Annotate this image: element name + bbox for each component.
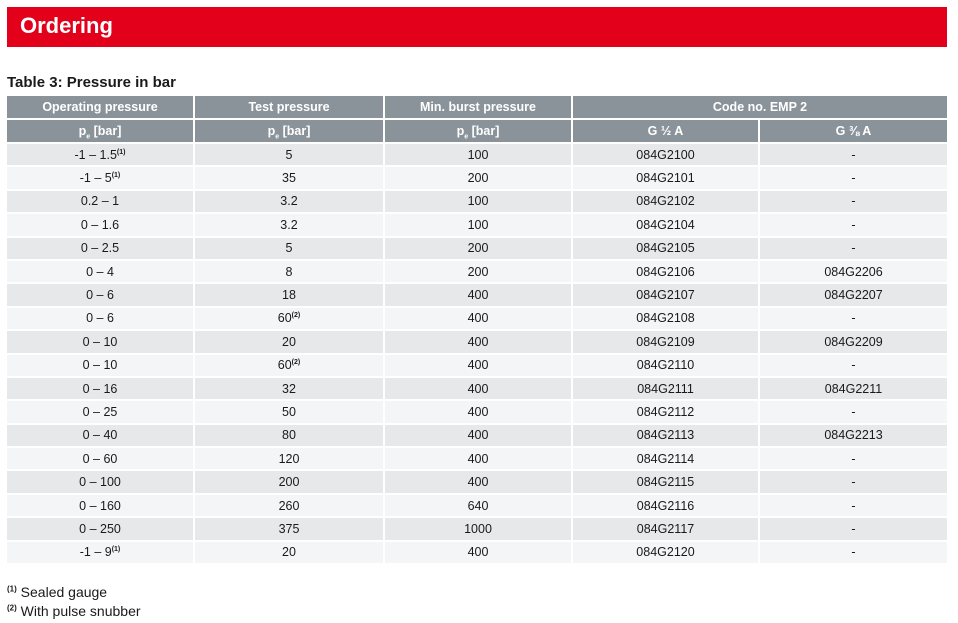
test-pressure-cell-value: 20	[282, 334, 296, 349]
test-pressure-cell	[194, 330, 384, 353]
code-g-three-eighths-cell	[759, 354, 947, 377]
code-g-three-eighths-cell-value: -	[851, 451, 856, 466]
header-g-three-eighths-a: G ⅜ A	[759, 119, 947, 143]
section-title: Ordering	[20, 13, 113, 38]
code-g-half-cell	[572, 447, 759, 470]
operating-pressure-cell-value: 0.2 – 1	[80, 194, 120, 209]
burst-pressure-cell	[384, 260, 572, 283]
code-g-half-cell	[572, 143, 759, 166]
burst-pressure-cell	[384, 517, 572, 540]
operating-pressure-cell	[7, 260, 194, 283]
test-pressure-cell	[194, 400, 384, 423]
operating-pressure-cell	[7, 517, 194, 540]
footnote-mark: (1)	[7, 584, 17, 594]
unit-text: [bar]	[468, 124, 500, 138]
test-pressure-cell-value: 35	[282, 171, 296, 186]
burst-pressure-cell	[384, 470, 572, 493]
burst-pressure-cell-value: 1000	[464, 521, 492, 536]
code-g-half-cell-value: 084G2108	[636, 311, 695, 326]
footnote-ref: (2)	[291, 359, 301, 367]
operating-pressure-cell	[7, 213, 194, 236]
code-g-half-cell	[572, 541, 759, 563]
code-g-half-cell	[572, 400, 759, 423]
code-g-three-eighths-cell	[759, 447, 947, 470]
test-pressure-cell-value: 50	[282, 404, 296, 419]
burst-pressure-cell-value: 400	[467, 381, 489, 396]
burst-pressure-cell-value: 100	[467, 217, 489, 232]
operating-pressure-cell	[7, 237, 194, 260]
burst-pressure-cell	[384, 541, 572, 563]
code-g-half-cell	[572, 260, 759, 283]
code-g-three-eighths-cell-value: -	[851, 475, 856, 490]
table-row	[7, 377, 947, 400]
table-header	[7, 96, 947, 143]
code-g-half-cell-value: 084G2113	[636, 428, 695, 443]
table-row	[7, 260, 947, 283]
unit-text: [bar]	[279, 124, 311, 138]
burst-pressure-cell-value: 400	[467, 288, 489, 303]
burst-pressure-cell-value: 400	[467, 334, 489, 349]
code-g-three-eighths-cell-value: 084G2206	[824, 264, 883, 279]
operating-pressure-cell	[7, 494, 194, 517]
operating-pressure-cell	[7, 166, 194, 189]
burst-pressure-cell	[384, 400, 572, 423]
operating-pressure-cell-value: 0 – 10	[82, 358, 118, 373]
test-pressure-cell-value: 120	[278, 451, 300, 466]
operating-pressure-cell	[7, 447, 194, 470]
footnote-2	[7, 602, 141, 621]
burst-pressure-cell	[384, 237, 572, 260]
burst-pressure-cell-value: 640	[467, 498, 489, 513]
operating-pressure-cell	[7, 330, 194, 353]
operating-pressure-cell	[7, 143, 194, 166]
burst-pressure-cell	[384, 307, 572, 330]
code-g-half-cell-value: 084G2104	[636, 217, 695, 232]
code-g-half-cell-value: 084G2120	[636, 545, 695, 560]
burst-pressure-cell-value: 400	[467, 475, 489, 490]
code-g-half-cell	[572, 213, 759, 236]
footnote-text: Sealed gauge	[16, 584, 108, 600]
burst-pressure-cell	[384, 424, 572, 447]
table-row	[7, 330, 947, 353]
code-g-three-eighths-cell	[759, 494, 947, 517]
code-g-three-eighths-cell	[759, 470, 947, 493]
header-operating-pressure: Operating pressure	[7, 96, 194, 119]
footnote-1	[7, 583, 141, 602]
code-g-three-eighths-cell	[759, 377, 947, 400]
table-row	[7, 190, 947, 213]
test-pressure-cell	[194, 377, 384, 400]
code-g-half-cell-value: 084G2102	[636, 194, 695, 209]
code-g-three-eighths-cell	[759, 517, 947, 540]
operating-pressure-cell-value: 0 – 6	[86, 311, 114, 326]
code-g-half-cell	[572, 166, 759, 189]
burst-pressure-cell	[384, 494, 572, 517]
code-g-three-eighths-cell-value: -	[851, 147, 856, 162]
operating-pressure-cell	[7, 424, 194, 447]
burst-pressure-cell-value: 400	[467, 404, 489, 419]
code-g-three-eighths-cell	[759, 213, 947, 236]
burst-pressure-cell	[384, 354, 572, 377]
unit-header	[194, 119, 384, 143]
code-g-three-eighths-cell	[759, 190, 947, 213]
test-pressure-cell	[194, 307, 384, 330]
operating-pressure-cell-value: 0 – 16	[82, 381, 118, 396]
burst-pressure-cell-value: 400	[467, 358, 489, 373]
table-row	[7, 143, 947, 166]
test-pressure-cell	[194, 517, 384, 540]
operating-pressure-cell	[7, 377, 194, 400]
burst-pressure-cell-value: 200	[467, 171, 489, 186]
operating-pressure-cell-value: -1 – 1.5	[74, 147, 117, 162]
table-row	[7, 354, 947, 377]
burst-pressure-cell-value: 100	[467, 147, 489, 162]
code-g-half-cell-value: 084G2116	[636, 498, 695, 513]
table-title: Table 3: Pressure in bar	[7, 74, 176, 91]
operating-pressure-cell	[7, 541, 194, 563]
burst-pressure-cell-value: 400	[467, 428, 489, 443]
test-pressure-cell	[194, 143, 384, 166]
code-g-half-cell-value: 084G2111	[637, 381, 694, 396]
operating-pressure-cell-value: 0 – 6	[86, 288, 114, 303]
operating-pressure-cell-value: 0 – 1.6	[80, 217, 120, 232]
table-row	[7, 237, 947, 260]
test-pressure-cell-value: 5	[285, 241, 293, 256]
unit-header	[384, 119, 572, 143]
code-g-three-eighths-cell	[759, 237, 947, 260]
burst-pressure-cell	[384, 143, 572, 166]
table-row	[7, 424, 947, 447]
unit-header	[7, 119, 194, 143]
test-pressure-cell-value: 20	[282, 545, 296, 560]
operating-pressure-cell-value: 0 – 25	[82, 404, 118, 419]
table-row	[7, 447, 947, 470]
code-g-half-cell-value: 084G2112	[636, 404, 695, 419]
code-g-half-cell	[572, 377, 759, 400]
code-g-three-eighths-cell-value: -	[851, 404, 856, 419]
footnote-text: With pulse snubber	[16, 603, 141, 619]
test-pressure-cell-value: 3.2	[280, 217, 298, 232]
burst-pressure-cell	[384, 447, 572, 470]
code-g-three-eighths-cell	[759, 307, 947, 330]
footnotes	[7, 583, 141, 621]
test-pressure-cell	[194, 424, 384, 447]
burst-pressure-cell-value: 100	[467, 194, 489, 209]
test-pressure-cell-value: 80	[282, 428, 296, 443]
code-g-half-cell-value: 084G2109	[636, 334, 695, 349]
code-g-three-eighths-cell-value: 084G2211	[824, 381, 883, 396]
test-pressure-cell	[194, 237, 384, 260]
unit-symbol: p	[78, 124, 87, 138]
table-row	[7, 470, 947, 493]
code-g-three-eighths-cell	[759, 330, 947, 353]
test-pressure-cell	[194, 541, 384, 563]
operating-pressure-cell	[7, 354, 194, 377]
operating-pressure-cell-value: 0 – 2.5	[80, 241, 120, 256]
code-g-half-cell	[572, 283, 759, 306]
code-g-three-eighths-cell	[759, 424, 947, 447]
unit-text: [bar]	[90, 124, 122, 138]
code-g-half-cell	[572, 330, 759, 353]
operating-pressure-cell-value: 0 – 100	[79, 475, 121, 490]
code-g-half-cell-value: 084G2114	[636, 451, 695, 466]
code-g-half-cell	[572, 424, 759, 447]
test-pressure-cell-value: 8	[285, 264, 293, 279]
header-g-half-a: G ½ A	[572, 119, 759, 143]
code-g-three-eighths-cell-value: -	[851, 521, 856, 536]
code-g-half-cell-value: 084G2106	[636, 264, 695, 279]
code-g-three-eighths-cell-value: -	[851, 311, 856, 326]
operating-pressure-cell-value: -1 – 5	[79, 171, 112, 186]
test-pressure-cell	[194, 260, 384, 283]
footnote-ref: (1)	[111, 546, 121, 554]
test-pressure-cell-value: 60	[277, 358, 292, 373]
code-g-half-cell	[572, 190, 759, 213]
operating-pressure-cell-value: 0 – 160	[79, 498, 121, 513]
footnote-mark: (2)	[7, 603, 17, 613]
code-g-three-eighths-cell	[759, 283, 947, 306]
code-g-three-eighths-cell-value: -	[851, 171, 856, 186]
table-row	[7, 283, 947, 306]
code-g-half-cell	[572, 237, 759, 260]
table-row	[7, 541, 947, 563]
test-pressure-cell	[194, 190, 384, 213]
pressure-table	[7, 96, 947, 563]
code-g-three-eighths-cell	[759, 143, 947, 166]
operating-pressure-cell	[7, 190, 194, 213]
burst-pressure-cell-value: 400	[467, 545, 489, 560]
code-g-three-eighths-cell	[759, 400, 947, 423]
test-pressure-cell-value: 18	[282, 288, 296, 303]
burst-pressure-cell	[384, 330, 572, 353]
code-g-half-cell-value: 084G2105	[636, 241, 695, 256]
test-pressure-cell-value: 3.2	[280, 194, 298, 209]
operating-pressure-cell-value: 0 – 4	[86, 264, 114, 279]
burst-pressure-cell	[384, 283, 572, 306]
test-pressure-cell-value: 200	[278, 475, 300, 490]
code-g-three-eighths-cell	[759, 166, 947, 189]
test-pressure-cell-value: 375	[278, 521, 300, 536]
section-banner	[7, 7, 947, 47]
test-pressure-cell	[194, 166, 384, 189]
footnote-ref: (1)	[116, 148, 126, 156]
operating-pressure-cell-value: 0 – 10	[82, 334, 118, 349]
burst-pressure-cell-value: 200	[467, 241, 489, 256]
test-pressure-cell-value: 60	[277, 311, 292, 326]
code-g-three-eighths-cell-value: -	[851, 498, 856, 513]
table-body	[7, 143, 947, 563]
code-g-half-cell	[572, 494, 759, 517]
code-g-three-eighths-cell	[759, 541, 947, 563]
burst-pressure-cell	[384, 190, 572, 213]
code-g-half-cell-value: 084G2107	[636, 288, 695, 303]
code-g-half-cell-value: 084G2110	[636, 358, 695, 373]
code-g-half-cell	[572, 354, 759, 377]
header-test-pressure: Test pressure	[194, 96, 384, 119]
operating-pressure-cell	[7, 470, 194, 493]
burst-pressure-cell	[384, 166, 572, 189]
test-pressure-cell	[194, 447, 384, 470]
table-row	[7, 494, 947, 517]
test-pressure-cell	[194, 470, 384, 493]
burst-pressure-cell-value: 400	[467, 451, 489, 466]
test-pressure-cell	[194, 494, 384, 517]
unit-symbol: p	[267, 124, 276, 138]
burst-pressure-cell	[384, 377, 572, 400]
operating-pressure-cell-value: 0 – 250	[79, 521, 121, 536]
code-g-three-eighths-cell	[759, 260, 947, 283]
test-pressure-cell-value: 5	[285, 147, 293, 162]
footnote-ref: (1)	[111, 171, 121, 179]
code-g-three-eighths-cell-value: -	[851, 358, 856, 373]
test-pressure-cell	[194, 283, 384, 306]
code-g-three-eighths-cell-value: -	[851, 545, 856, 560]
test-pressure-cell-value: 32	[282, 381, 296, 396]
burst-pressure-cell-value: 400	[467, 311, 489, 326]
test-pressure-cell-value: 260	[278, 498, 300, 513]
code-g-three-eighths-cell-value: 084G2207	[824, 288, 883, 303]
code-g-half-cell	[572, 307, 759, 330]
unit-subscript: e	[86, 133, 91, 141]
test-pressure-cell	[194, 213, 384, 236]
code-g-three-eighths-cell-value: -	[851, 241, 856, 256]
burst-pressure-cell-value: 200	[467, 264, 489, 279]
table-row	[7, 517, 947, 540]
operating-pressure-cell-value: 0 – 40	[82, 428, 118, 443]
code-g-half-cell-value: 084G2100	[636, 147, 695, 162]
table-row	[7, 166, 947, 189]
unit-subscript: e	[275, 133, 280, 141]
burst-pressure-cell	[384, 213, 572, 236]
operating-pressure-cell-value: 0 – 60	[82, 451, 118, 466]
code-g-half-cell	[572, 517, 759, 540]
code-g-three-eighths-cell-value: 084G2209	[824, 334, 883, 349]
code-g-three-eighths-cell-value: -	[851, 217, 856, 232]
header-code-no: Code no. EMP 2	[572, 96, 947, 119]
code-g-half-cell-value: 084G2115	[636, 475, 695, 490]
code-g-half-cell-value: 084G2117	[636, 521, 695, 536]
code-g-half-cell-value: 084G2101	[636, 171, 695, 186]
table-row	[7, 400, 947, 423]
header-min-burst-pressure: Min. burst pressure	[384, 96, 572, 119]
operating-pressure-cell	[7, 307, 194, 330]
unit-symbol: p	[456, 124, 465, 138]
operating-pressure-cell	[7, 400, 194, 423]
operating-pressure-cell-value: -1 – 9	[79, 545, 112, 560]
footnote-ref: (2)	[291, 312, 301, 320]
table-row	[7, 213, 947, 236]
operating-pressure-cell	[7, 283, 194, 306]
test-pressure-cell	[194, 354, 384, 377]
unit-subscript: e	[464, 133, 469, 141]
code-g-three-eighths-cell-value: 084G2213	[824, 428, 883, 443]
code-g-half-cell	[572, 470, 759, 493]
table-row	[7, 307, 947, 330]
code-g-three-eighths-cell-value: -	[851, 194, 856, 209]
